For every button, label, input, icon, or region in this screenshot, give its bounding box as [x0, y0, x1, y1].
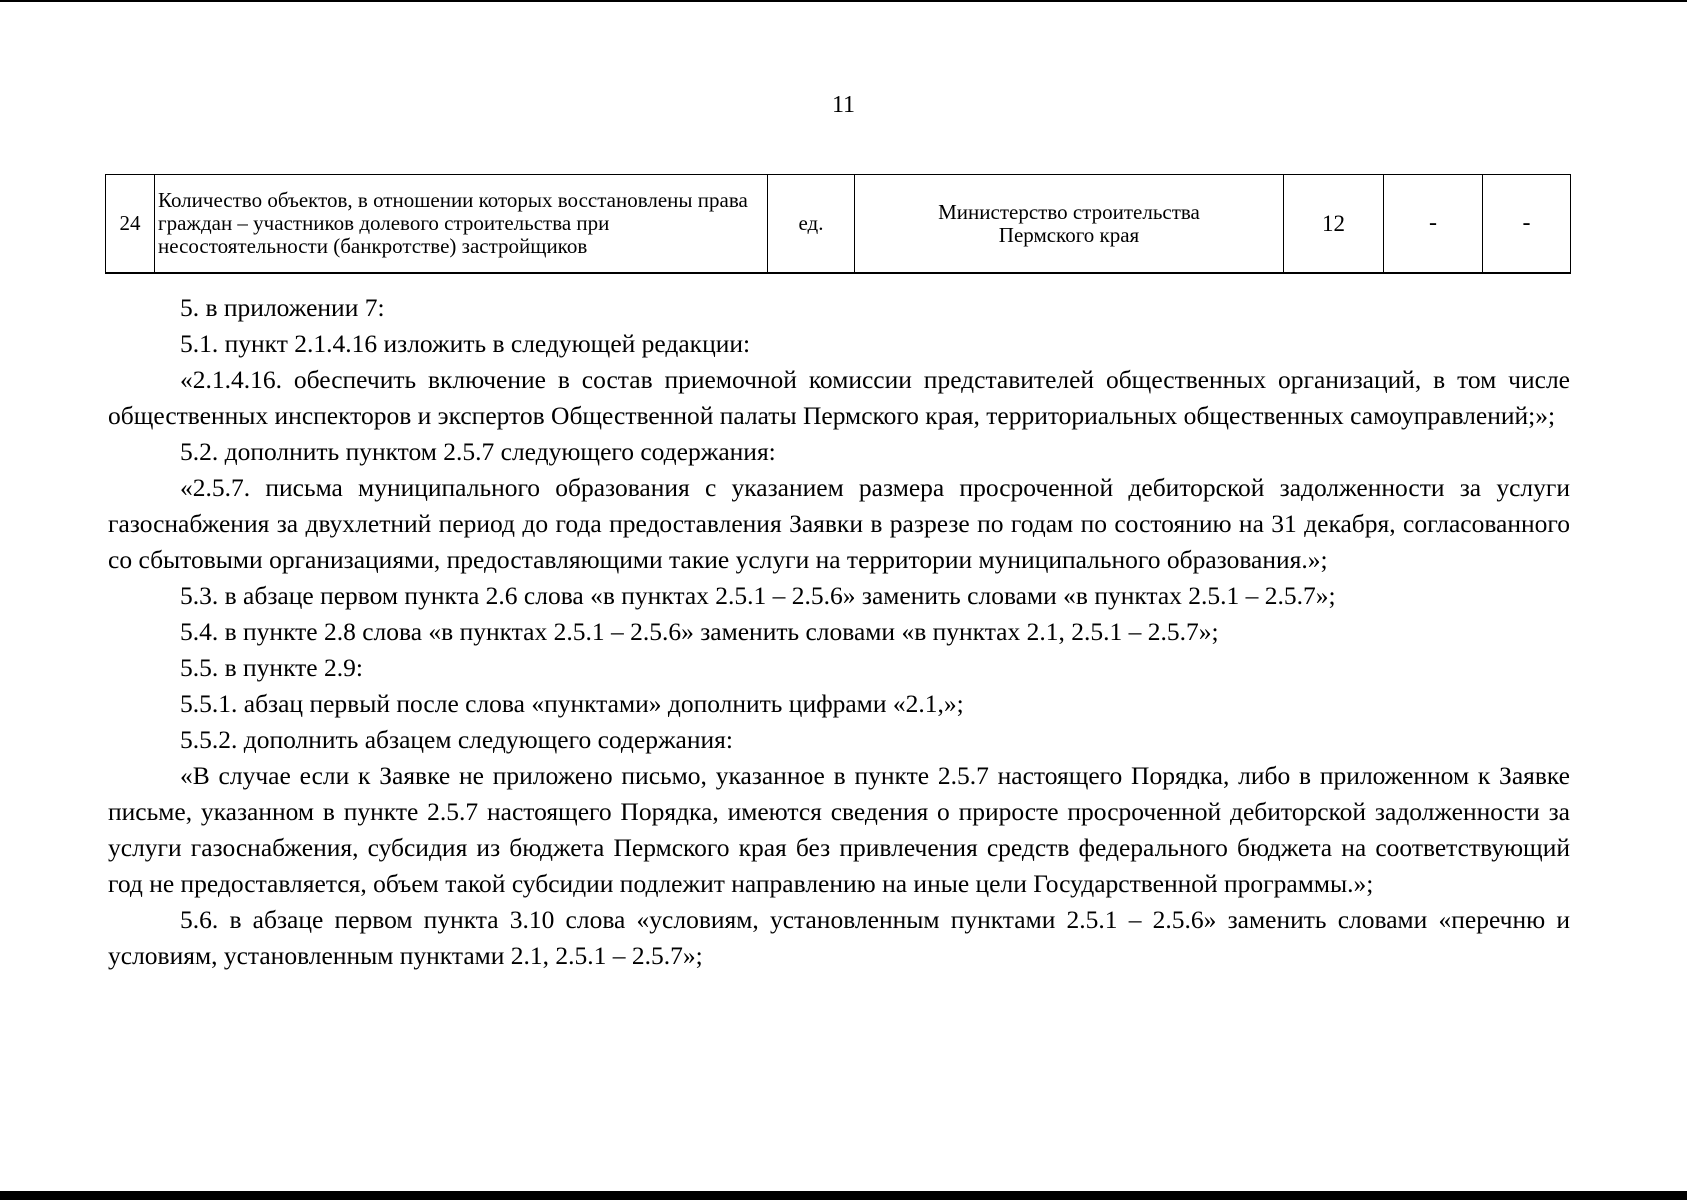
unit-cell: ед.: [768, 175, 855, 274]
paragraph: 5.5.1. абзац первый после слова «пунктами» дополнить цифрами «2.1,»;: [180, 689, 964, 718]
paragraph: «В случае если к Заявке не приложено письмо, указанное в пункте 2.5.7 настоящего Порядка, либо в приложенном к Заявке письме, указанном в пункте 2.5.7 настоящего Порядка, имеются сведения о приросте просроченной дебиторской задолженности за услуги газоснабжения, субсидия из бюджета Пермского края без привлечения средств федерального бюджета на соответствующий год не предоставляется, объем такой субсидии подлежит направлению на иные цели Государственной программы.»;: [108, 761, 1570, 898]
page-number: 11: [831, 92, 856, 118]
indicator-table: [105, 174, 1571, 274]
table-row: [106, 175, 1571, 274]
indicator-name-cell: Количество объектов, в отношении которых восстановлены права граждан – участников долевого строительства при несостоятельности (банкротстве) застройщиков: [155, 175, 768, 274]
paragraph: 5.3. в абзаце первом пункта 2.6 слова «в пунктах 2.5.1 – 2.5.6» заменить словами «в пунктах 2.5.1 – 2.5.7»;: [180, 581, 1336, 610]
responsible-cell: [855, 175, 1284, 274]
paragraph: 5.5. в пункте 2.9:: [180, 653, 363, 682]
value-cell: 12: [1284, 175, 1384, 274]
paragraph: 5.6. в абзаце первом пункта 3.10 слова «условиям, установленным пунктами 2.5.1 – 2.5.6» заменить словами «перечню и условиям, установленным пунктами 2.1, 2.5.1 – 2.5.7»;: [108, 905, 1570, 970]
document-body: [108, 290, 1570, 974]
top-border-line: [0, 0, 1687, 2]
responsible-line-2: Пермского края: [998, 222, 1140, 247]
responsible-line-1: Министерство строительства: [938, 199, 1200, 224]
dash-cell-2: -: [1483, 175, 1571, 274]
paragraph: 5.4. в пункте 2.8 слова «в пунктах 2.5.1 – 2.5.6» заменить словами «в пунктах 2.1, 2.5.1 – 2.5.7»;: [180, 617, 1219, 646]
paragraph: 5.1. пункт 2.1.4.16 изложить в следующей редакции:: [180, 329, 751, 358]
dash-cell-1: -: [1384, 175, 1483, 274]
paragraph: 5.2. дополнить пунктом 2.5.7 следующего содержания:: [180, 437, 776, 466]
paragraph: «2.1.4.16. обеспечить включение в состав приемочной комиссии представителей общественных организаций, в том числе общественных инспекторов и экспертов Общественной палаты Пермского края, территориальных общественных самоуправлений;»;: [108, 365, 1570, 430]
paragraph: 5.5.2. дополнить абзацем следующего содержания:: [180, 725, 733, 754]
paragraph: 5. в приложении 7:: [180, 293, 385, 322]
bottom-border-line: [0, 1191, 1687, 1200]
paragraph: «2.5.7. письма муниципального образования с указанием размера просроченной дебиторской задолженности за услуги газоснабжения за двухлетний период до года предоставления Заявки в разрезе по годам по состоянию на 31 декабря, согласованного со сбытовыми организациями, предоставляющими такие услуги на территории муниципального образования.»;: [108, 473, 1570, 574]
row-number-cell: 24: [106, 175, 155, 274]
